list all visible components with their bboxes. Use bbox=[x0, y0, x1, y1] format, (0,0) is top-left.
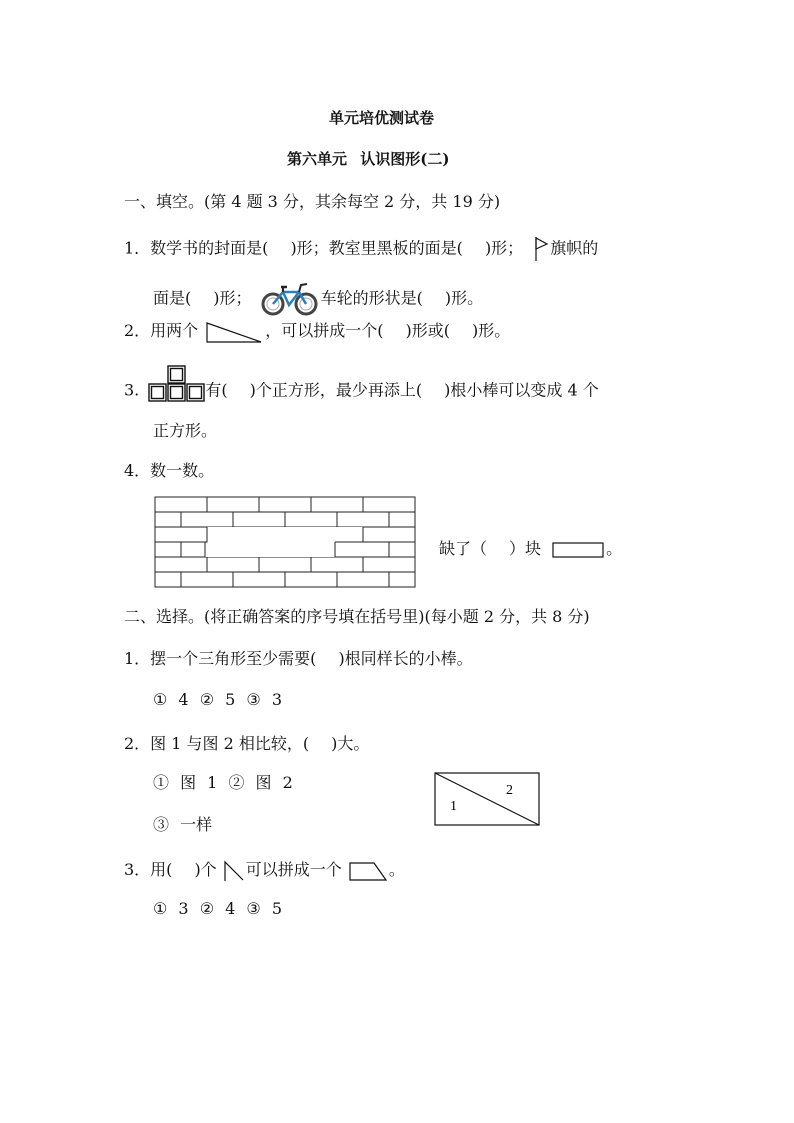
q1-text-a: 1．数学书的封面是( bbox=[124, 238, 269, 258]
q2-line bbox=[124, 320, 510, 343]
q3-text-b: 有( bbox=[205, 380, 228, 400]
s2-q3-line bbox=[124, 859, 405, 882]
q2-text-a: 2．用两个 bbox=[124, 321, 199, 340]
q2-text-b: ，可以拼成一个( bbox=[265, 321, 384, 340]
q1-line1 bbox=[124, 236, 598, 262]
s2-q3-b: )个 bbox=[194, 860, 217, 879]
s2-q3-options: ① 3 ② 4 ③ 5 bbox=[153, 899, 282, 918]
q3-text-d: )根小棒可以变成 4 个 bbox=[444, 380, 599, 400]
s2-q1-options: ① 4 ② 5 ③ 3 bbox=[153, 690, 282, 709]
s2-q1-a: 1．摆一个三角形至少需要( bbox=[124, 649, 317, 668]
q1-text-g: 车轮的形状是( bbox=[320, 288, 423, 308]
q3-line2: 正方形。 bbox=[153, 421, 218, 440]
s2-q2-line bbox=[124, 733, 369, 755]
q1-text-b: )形；教室里黑板的面是( bbox=[290, 238, 463, 258]
q1-text-c: )形； bbox=[484, 238, 524, 258]
q2-text-c: )形或( bbox=[405, 321, 451, 340]
s2-q2-a: 2．图 1 与图 2 相比较，( bbox=[124, 734, 310, 753]
brick-wall-figure bbox=[154, 496, 416, 588]
page-subtitle: 第六单元 认识图形(二) bbox=[287, 150, 450, 168]
section1-heading: 一、填空。(第 4 题 3 分，其余每空 2 分，共 19 分) bbox=[124, 192, 501, 211]
right-triangle-icon bbox=[206, 321, 262, 343]
q2-text-d: )形。 bbox=[472, 321, 511, 340]
s2-q2-b: )大。 bbox=[331, 734, 370, 753]
s2-q2-options2: ③ 一样 bbox=[153, 815, 213, 834]
fig-label-1: 1 bbox=[450, 799, 457, 814]
q4-missing-line bbox=[439, 538, 622, 560]
q3-text-a: 3. bbox=[124, 380, 140, 400]
brick-icon bbox=[552, 542, 604, 558]
angle-sticks-icon bbox=[223, 860, 245, 882]
q3-line1 bbox=[124, 378, 599, 404]
q4-missing-c: 。 bbox=[606, 539, 623, 558]
flag-icon bbox=[534, 236, 550, 262]
q4-heading: 4．数一数。 bbox=[124, 461, 215, 480]
q4-missing-b: ）块 bbox=[509, 539, 542, 558]
matchstick-squares-figure bbox=[147, 364, 205, 404]
s2-q1-b: )根同样长的小棒。 bbox=[338, 649, 473, 668]
s2-q3-c: 可以拼成一个 bbox=[245, 860, 342, 879]
s2-q3-a: 3．用( bbox=[124, 860, 173, 879]
page-title: 单元培优测试卷 bbox=[329, 109, 435, 127]
bicycle-icon bbox=[261, 281, 319, 317]
s2-q2-options1: ① 图 1 ② 图 2 bbox=[153, 773, 293, 792]
q1-text-f: )形； bbox=[213, 288, 252, 308]
fig-label-2: 2 bbox=[506, 783, 513, 798]
s2-q3-d: 。 bbox=[388, 860, 405, 879]
q1-line2 bbox=[153, 281, 483, 317]
trapezoid-icon bbox=[348, 861, 388, 881]
divided-rectangle-figure bbox=[434, 772, 540, 826]
q4-missing-a: 缺了（ bbox=[439, 539, 488, 558]
q1-text-d: 旗帜的 bbox=[550, 238, 599, 258]
q3-text-c: )个正方形，最少再添上( bbox=[249, 380, 423, 400]
section2-heading: 二、选择。(将正确答案的序号填在括号里)(每小题 2 分，共 8 分) bbox=[124, 607, 590, 626]
q1-text-h: )形。 bbox=[444, 288, 484, 308]
s2-q1-line bbox=[124, 648, 473, 670]
q1-text-e: 面是( bbox=[153, 288, 192, 308]
